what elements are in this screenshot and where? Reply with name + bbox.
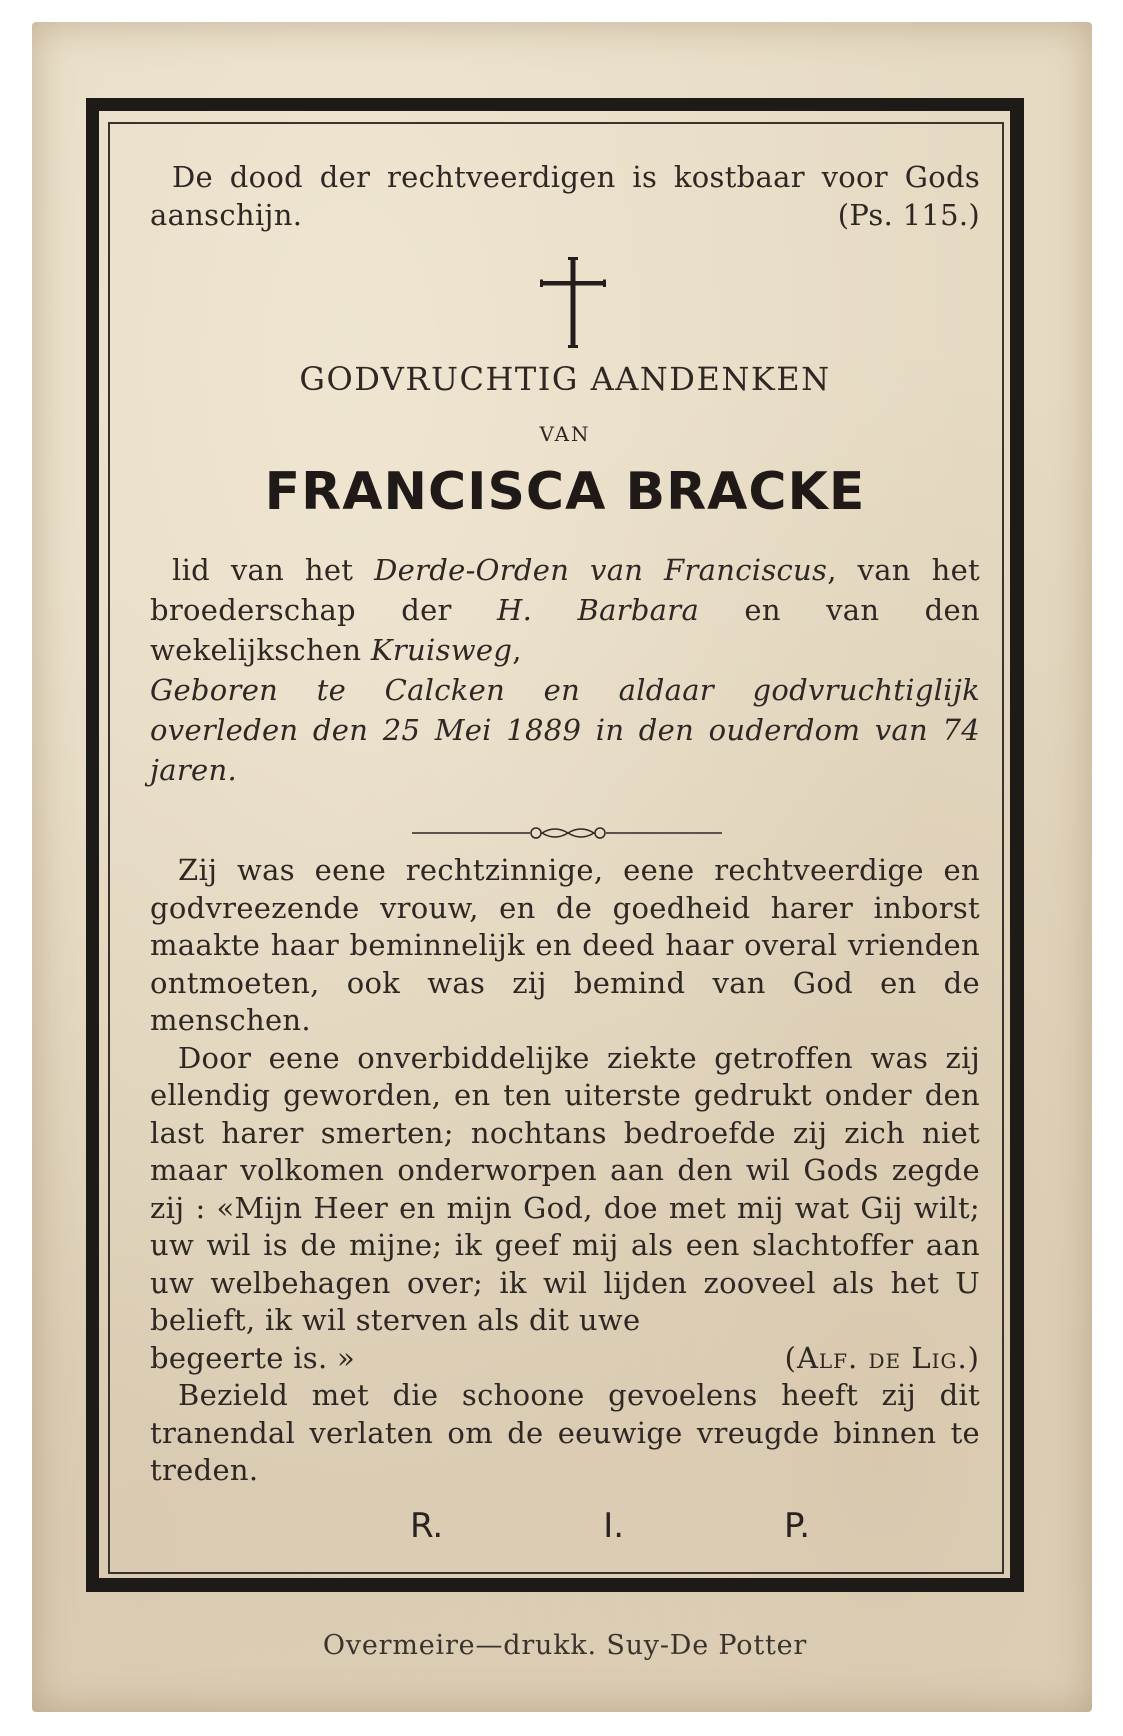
eulogy-text (150, 852, 980, 1490)
divider-ornament-icon (412, 822, 752, 844)
eulogy-paragraph-3: Bezield met die schoone gevoelens heeft zij dit tranendal verlaten om de eeuwige vreugde binnen te treden. (150, 1378, 980, 1487)
rip-inscription (410, 1506, 810, 1546)
rip-letter-r: R. (410, 1506, 444, 1546)
quote-end-text: begeerte is. » (150, 1340, 356, 1375)
epigraph-line-1: De dood der rechtveerdigen is kostbaar voor Gods (172, 160, 980, 194)
epigraph (150, 158, 980, 234)
kruisweg-name: Kruisweg (370, 633, 513, 667)
membership-text: lid van het Derde-Orden van Franciscus, van het broederschap der H. Barbara en van den wekelijkschen Kruisweg, (150, 553, 980, 667)
epigraph-line-2-text: aanschijn. (150, 198, 303, 232)
printer-credit: Overmeire—drukk. Suy-De Potter (322, 1630, 808, 1661)
van-label: VAN (539, 422, 591, 446)
birth-death-text: Geboren te Calcken en aldaar godvruchtiglijk overleden den 25 Mei 1889 in den ouderdom van 74 jaren. (150, 673, 980, 787)
deceased-name: FRANCISCA BRACKE (264, 462, 866, 522)
quote-attribution: (Alf. de Lig.) (784, 1340, 980, 1375)
psalm-reference: (Ps. 115.) (837, 198, 980, 232)
biography-details (150, 550, 980, 790)
saint-name: H. Barbara (497, 593, 700, 627)
memorial-heading: GODVRUCHTIG AANDENKEN (299, 360, 831, 398)
epigraph-line-2 (150, 196, 980, 234)
eulogy-paragraph-2: Door eene onverbiddelijke ziekte getroffen was zij ellendig geworden, en ten uiterste gedrukt onder den last harer smerten; nochtans bedroefde zij zich niet maar volkomen onderworpen aan den wil Gods zegde zij : «Mijn Heer en mijn God, doe met mij wat Gij wilt; uw wil is de mijne; ik geef mij als een slachtoffer aan uw welbehagen over; ik wil lijden zooveel als het U belieft, ik wil sterven als dit uwe (150, 1040, 980, 1337)
quote-ending (150, 1340, 980, 1378)
memorial-card (32, 22, 1092, 1712)
latin-cross-icon (538, 257, 608, 349)
rip-letter-p: P. (783, 1506, 810, 1546)
eulogy-paragraph-1: Zij was eene rechtzinnige, eene rechtveerdige en godvreezende vrouw, en de goedheid harer inborst maakte haar beminnelijk en deed haar overal vrienden ontmoeten, ook was zij bemind van God en de menschen. (150, 853, 980, 1037)
rip-letter-i: I. (603, 1506, 625, 1546)
order-name: Derde-Orden van Franciscus (374, 553, 828, 587)
